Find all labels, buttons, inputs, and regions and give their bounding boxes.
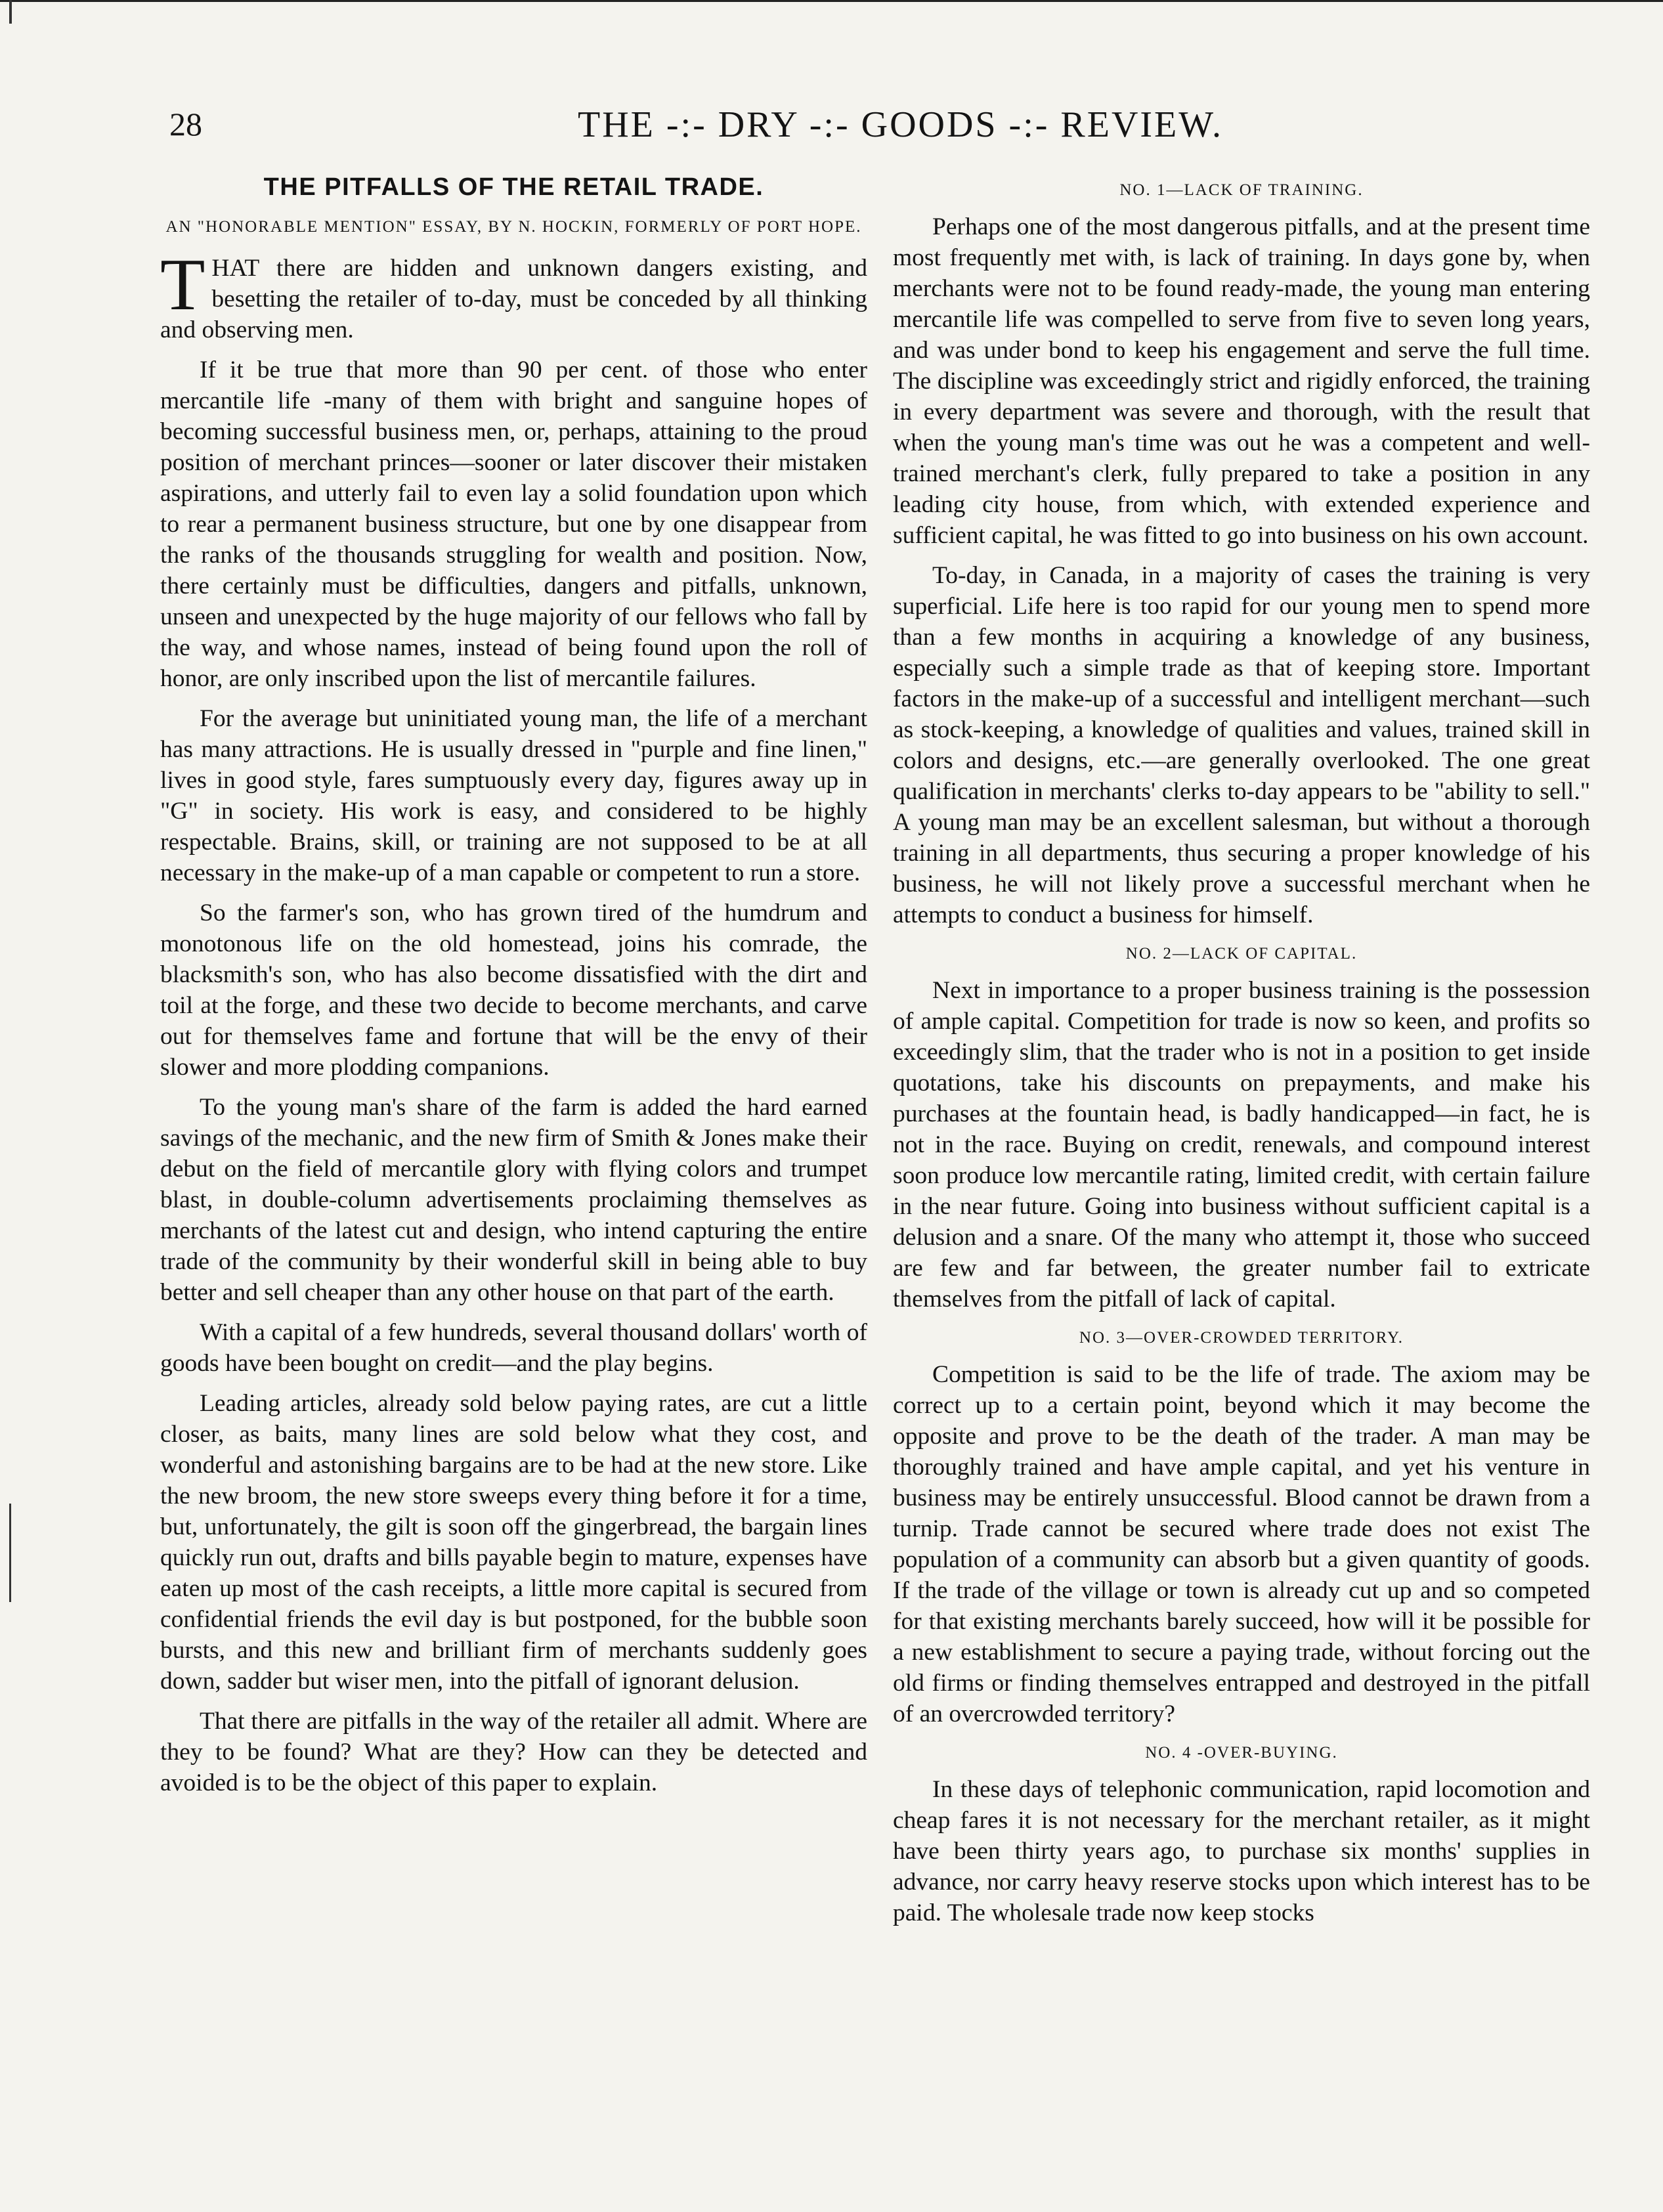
body-paragraph: That there are pitfalls in the way of the retailer all admit. Where are they to be found? What are they? How can they be detected and avoided is to be the object of this paper to explain.	[160, 1708, 867, 1796]
right-column	[893, 172, 1590, 1938]
section-heading-lack-of-capital: NO. 2—LACK OF CAPITAL.	[1125, 945, 1358, 963]
page-number: 28	[169, 106, 202, 142]
section-paragraph: Next in importance to a proper business training is the possession of ample capital. Competition for trade is now so keen, and profits so exceedingly slim, that the trader who is not in a position to get inside quotations, take his discounts on prepayments, and make his purchases at the fountain head, is badly handicapped—in fact, he is not in the race. Buying on credit, renewals, and compound interest soon produce low mercantile rating, limited credit, with certain failure in the near future. Going into business without sufficient capital is a delusion and a snare. Of the many who attempt it, those who succeed are few and far between, the greater number fail to extricate themselves from the pitfall of lack of capital.	[893, 977, 1590, 1312]
body-paragraph: With a capital of a few hundreds, several thousand dollars' worth of goods have been bought on credit—and the play begins.	[160, 1319, 867, 1377]
section-heading-lack-of-training: NO. 1—LACK OF TRAINING.	[1119, 181, 1364, 199]
section-heading-over-crowded-territory: NO. 3—OVER-CROWDED TERRITORY.	[1079, 1329, 1404, 1347]
left-column	[160, 172, 867, 1808]
masthead: THE -:- DRY -:- GOODS -:- REVIEW.	[578, 104, 1223, 145]
page-edge-mark	[9, 1504, 11, 1602]
section-paragraph: Perhaps one of the most dangerous pitfalls, and at the present time most frequently met with, is lack of training. In days gone by, when merchants were not to be found ready-made, the young man entering mercantile life was compelled to serve from five to seven long years, and was under bond to keep his engagement and serve the full time. The discipline was exceedingly strict and rigidly enforced, the training in every department was severe and thorough, with the result that when the young man's time was out he was a competent and well-trained merchant's clerk, fully prepared to take a position in any leading city house, from which, with extended experience and sufficient capital, he was fitted to go into business on his own account.	[893, 213, 1590, 549]
intro-paragraph	[160, 244, 867, 345]
section-paragraph: In these days of telephonic communication, rapid locomotion and cheap fares it is not necessary for the merchant retailer, as it might have been thirty years ago, to purchase six months' supplies in advance, nor carry heavy reserve stocks upon which interest has to be paid. The wholesale trade now keep stocks	[893, 1776, 1590, 1926]
section-paragraph: Competition is said to be the life of trade. The axiom may be correct up to a certain point, beyond which it may become the opposite and prove to be the death of the trader. A man may be thoroughly trained and have ample capital, and yet his venture in business may be entirely unsuccessful. Blood cannot be drawn from a turnip. Trade cannot be secured where trade does not exist The population of a community can absorb but a given quantity of goods. If the trade of the village or town is already cut up and so competed for that existing merchants barely succeed, how will it be possible for a new establishment to secure a paying trade, without forcing out the old firms or finding themselves entrapped and destroyed in the pitfall of an overcrowded territory?	[893, 1361, 1590, 1727]
body-paragraph: If it be true that more than 90 per cent. of those who enter mercantile life -many of them with bright and sanguine hopes of becoming successful business men, or, perhaps, attaining to the proud position of merchant princes—sooner or later discover their mistaken aspirations, and utterly fail to even lay a solid foundation upon which to rear a permanent business structure, but one by one disappear from the ranks of the thousands struggling for wealth and position. Now, there certainly must be difficulties, dangers and pitfalls, unknown, unseen and unexpected by the huge majority of our fellows who fall by the way, and whose names, instead of being found upon the roll of honor, are only inscribed upon the list of mercantile failures.	[160, 357, 867, 692]
body-paragraph: So the farmer's son, who has grown tired of the humdrum and monotonous life on the old homestead, joins his comrade, the blacksmith's son, who has also become dissatisfied with the dirt and toil at the forge, and these two decide to become merchants, and carve out for themselves fame and fortune that will be the envy of their slower and more plodding companions.	[160, 900, 867, 1081]
body-paragraph: For the average but uninitiated young man, the life of a merchant has many attractions. He is usually dressed in "purple and fine linen," lives in good style, fares sumptuously every day, figures away up in "G" in society. His work is easy, and considered to be highly respectable. Brains, skill, or training are not supposed to be at all necessary in the make-up of a man capable or competent to run a store.	[160, 705, 867, 886]
section-paragraph: To-day, in Canada, in a majority of cases the training is very superficial. Life here is too rapid for our young men to spend more than a few months in acquiring a knowledge of any business, especially such a simple trade as that of keeping store. Important factors in the make-up of a successful and intelligent merchant—such as stock-keeping, a knowledge of qualities and values, trained skill in colors and designs, etc.—are generally overlooked. The one great qualification in merchants' clerks to-day appears to be "ability to sell." A young man may be an excellent salesman, but without a thorough training in all departments, thus securing a proper knowledge of his business, he will not likely prove a successful merchant when he attempts to conduct a business for himself.	[893, 562, 1590, 928]
article-title: THE PITFALLS OF THE RETAIL TRADE.	[263, 173, 764, 201]
article-byline: AN "HONORABLE MENTION" ESSAY, BY N. HOCKIN, FORMERLY OF PORT HOPE.	[165, 218, 862, 236]
body-paragraph: Leading articles, already sold below paying rates, are cut a little closer, as baits, many lines are sold below what they cost, and wonderful and astonishing bargains are to be had at the new store. Like the new broom, the new store sweeps every thing before it for a time, but, unfortunately, the gilt is soon off the gingerbread, the bargain lines quickly run out, drafts and bills payable begin to mature, expenses have eaten up most of the cash receipts, a little more capital is secured from confidential friends the evil day is but postponed, for the bubble soon bursts, and this new and brilliant firm of merchants suddenly goes down, sadder but wiser men, into the pitfall of ignorant delusion.	[160, 1390, 867, 1695]
body-paragraph: To the young man's share of the farm is added the hard earned savings of the mechanic, and the new firm of Smith & Jones make their debut on the field of mercantile glory with flying colors and trumpet blast, in double-column advertisements proclaiming themselves as merchants of the latest cut and design, who intend capturing the entire trade of the community by their wonderful skill in being able to buy better and sell cheaper than any other house on that part of the earth.	[160, 1094, 867, 1306]
section-heading-over-buying: NO. 4 -OVER-BUYING.	[1145, 1744, 1338, 1762]
page-edge-mark	[9, 0, 12, 24]
top-border-rule	[0, 0, 1663, 2]
intro-text: HAT there are hidden and unknown dangers existing, and besetting the retailer of to-day, must be conceded by all thinking and observing men.	[160, 255, 867, 343]
drop-cap: T	[160, 244, 205, 326]
